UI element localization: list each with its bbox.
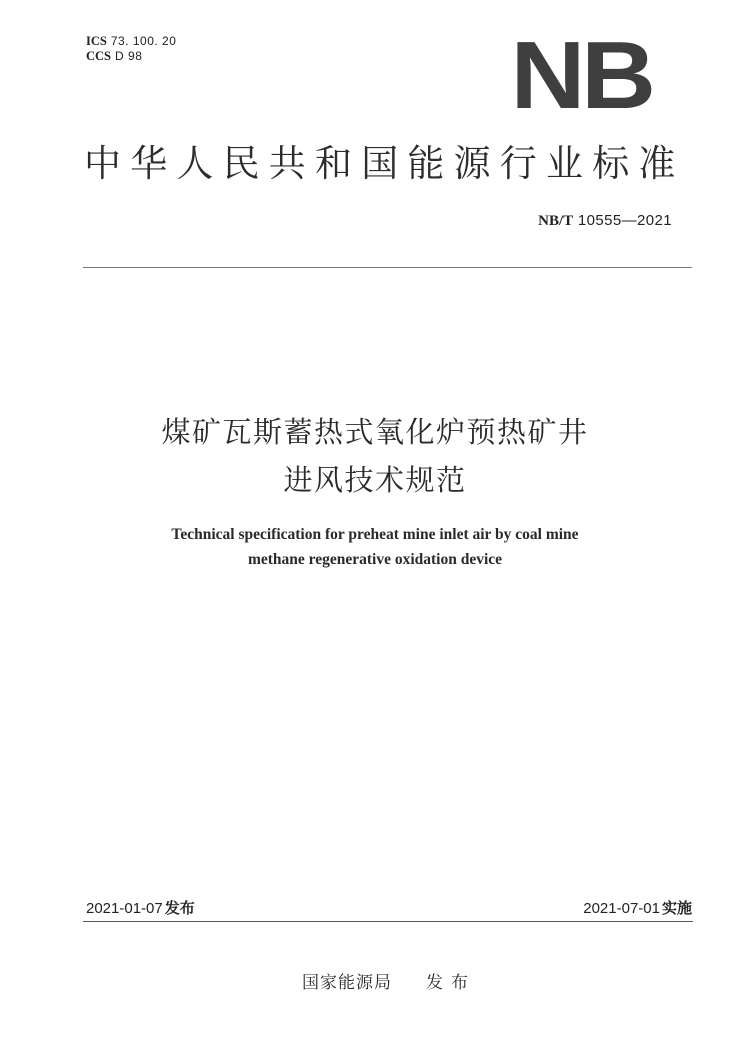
classification-codes xyxy=(86,34,176,64)
ccs-label: CCS xyxy=(86,49,112,63)
ics-value: 73. 100. 20 xyxy=(110,34,177,48)
ccs-value: D 98 xyxy=(115,49,143,63)
standard-number-prefix: NB/T xyxy=(538,213,574,229)
issuer-action: 发布 xyxy=(426,973,476,993)
issuing-authority xyxy=(302,971,476,995)
implementation-date-word: 实施 xyxy=(661,899,692,917)
chinese-title-line-1: 煤矿瓦斯蓄热式氧化炉预热矿井 xyxy=(161,415,589,449)
implementation-date xyxy=(583,898,692,919)
nb-logo: NB xyxy=(510,22,652,129)
standard-number xyxy=(538,210,672,231)
english-title xyxy=(0,522,750,572)
ics-code xyxy=(86,34,176,49)
chinese-title-line-2: 进风技术规范 xyxy=(283,463,467,497)
ics-label: ICS xyxy=(86,34,107,48)
implementation-date-value: 2021-07-01 xyxy=(583,900,660,917)
top-divider xyxy=(83,267,692,268)
standard-type-heading: 中华人民共和国能源行业标准 xyxy=(84,142,685,185)
ccs-code xyxy=(86,49,176,64)
issue-date xyxy=(86,898,195,919)
english-title-line-2: methane regenerative oxidation device xyxy=(247,551,503,568)
issue-date-word: 发布 xyxy=(164,899,195,917)
english-title-line-1: Technical specification for preheat mine inlet air by coal mine xyxy=(171,526,579,543)
chinese-title xyxy=(0,408,750,504)
issuer-organization: 国家能源局 xyxy=(302,973,392,993)
issue-date-value: 2021-01-07 xyxy=(86,900,163,917)
bottom-divider xyxy=(83,921,693,922)
standard-number-value: 10555—2021 xyxy=(577,212,672,229)
